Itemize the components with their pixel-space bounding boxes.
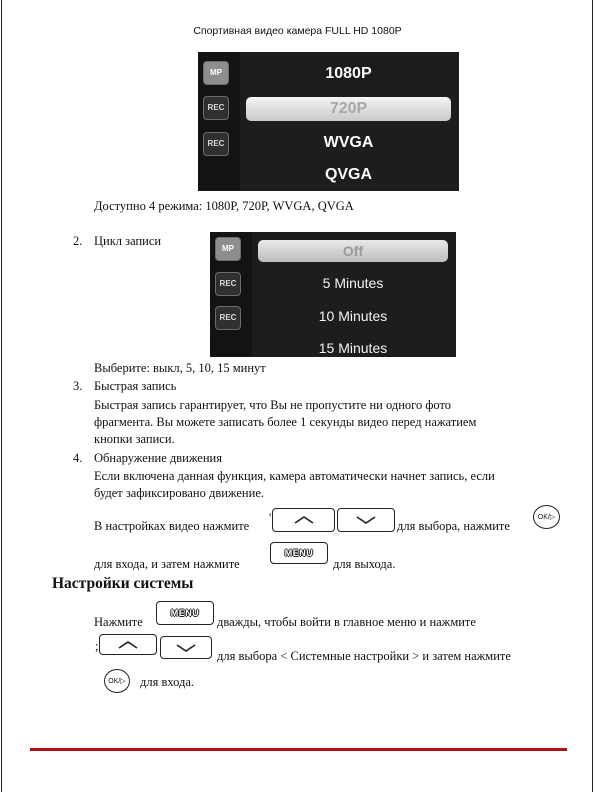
ok-button-label: OK/▷ bbox=[537, 514, 556, 521]
item-3-number: 3. bbox=[73, 379, 83, 393]
resolution-menu-screenshot bbox=[198, 52, 459, 191]
item-2-title: Цикл записи bbox=[94, 234, 162, 248]
option-5-minutes: 5 Minutes bbox=[322, 275, 384, 291]
video-mode-icon: REC bbox=[203, 96, 229, 120]
item-4-tick: ' bbox=[269, 511, 272, 525]
item-3-title: Быстрая запись bbox=[94, 379, 177, 393]
item-4-line-1: Если включена данная функция, камера автоматически начнет запись, если bbox=[94, 469, 495, 483]
option-off-selected: Off bbox=[258, 240, 448, 262]
mp-mode-icon: MP bbox=[203, 61, 229, 85]
option-720p-selected: 720P bbox=[246, 97, 451, 121]
item-4-instruction-end-start: для входа, и затем нажмите bbox=[94, 557, 240, 571]
chevron-up-icon bbox=[293, 515, 315, 525]
section-title-system-settings: Настройки системы bbox=[52, 575, 194, 592]
item-4-title: Обнаружение движения bbox=[94, 451, 222, 465]
loop-recording-screenshot bbox=[210, 232, 456, 357]
item-2-note: Выберите: выкл, 5, 10, 15 минут bbox=[94, 361, 266, 375]
item-3-line-2: фрагмента. Вы можете записать более 1 секунды видео перед нажатием bbox=[94, 415, 477, 429]
up-button bbox=[272, 508, 335, 532]
item-3-line-3: кнопки записи. bbox=[94, 432, 175, 446]
option-10-minutes: 10 Minutes bbox=[318, 308, 388, 324]
ok-button bbox=[533, 505, 560, 529]
section-line-1-start: Нажмите bbox=[94, 615, 143, 629]
option-wvga: WVGA bbox=[323, 134, 374, 151]
option-qvga: QVGA bbox=[324, 166, 373, 183]
option-15-minutes: 15 Minutes bbox=[318, 340, 388, 356]
item-4-instruction-mid: для выбора, нажмите bbox=[397, 519, 510, 533]
menu-button-label: MENU bbox=[170, 608, 200, 618]
option-1080p: 1080P bbox=[325, 65, 372, 82]
page-header-title: Спортивная видео камера FULL HD 1080P bbox=[193, 25, 402, 37]
up-button bbox=[99, 634, 157, 655]
section-line-2-end: для выбора < Системные настройки > и затем нажмите bbox=[217, 649, 511, 663]
ok-button-label: OK/▷ bbox=[108, 678, 126, 685]
item-4-line-2: будет зафиксировано движение. bbox=[94, 486, 264, 500]
footer-rule bbox=[30, 748, 567, 751]
chevron-up-icon bbox=[117, 640, 139, 650]
item-4-instruction-exit: для выхода. bbox=[333, 557, 396, 571]
video-settings-icon: REC bbox=[215, 306, 241, 330]
down-button bbox=[337, 508, 395, 532]
item-4-instruction-start: В настройках видео нажмите bbox=[94, 519, 250, 533]
video-mode-icon: REC bbox=[215, 272, 241, 296]
section-line-3-end: для входа. bbox=[140, 675, 195, 689]
video-settings-icon: REC bbox=[203, 132, 229, 156]
menu-button bbox=[156, 601, 214, 625]
chevron-down-icon bbox=[355, 515, 377, 525]
item-2-number: 2. bbox=[73, 234, 83, 248]
menu-button bbox=[270, 542, 328, 564]
ok-button bbox=[104, 669, 130, 693]
item-4-number: 4. bbox=[73, 451, 83, 465]
chevron-down-icon bbox=[175, 643, 197, 653]
menu-button-label: MENU bbox=[284, 548, 314, 558]
mp-mode-icon: MP bbox=[215, 237, 241, 261]
section-line-1-end: дважды, чтобы войти в главное меню и нажмите bbox=[217, 615, 476, 629]
down-button bbox=[160, 636, 212, 659]
section-semicolon: ; bbox=[95, 639, 99, 653]
resolution-caption: Доступно 4 режима: 1080P, 720P, WVGA, QVGA bbox=[94, 199, 354, 213]
item-3-line-1: Быстрая запись гарантирует, что Вы не пропустите ни одного фото bbox=[94, 398, 452, 412]
